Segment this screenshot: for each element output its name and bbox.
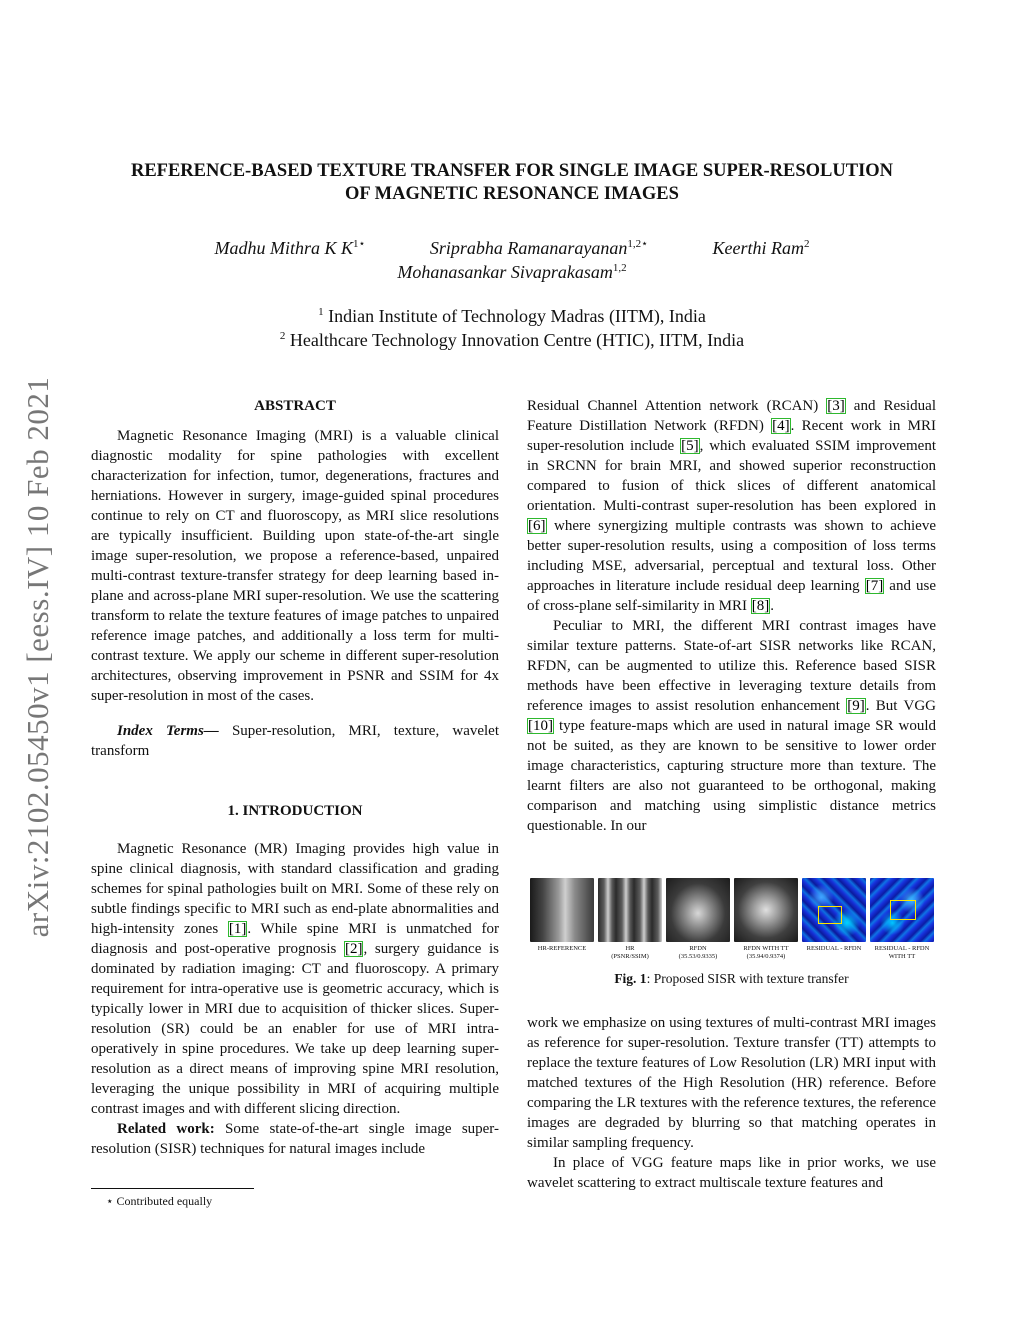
body-text: and Residual Feature Distillation Network (RFDN) — [527, 398, 936, 434]
wavelet-paragraph: In place of VGG feature maps like in prior works, we use wavelet scattering to extract multiscale texture features and — [527, 1155, 936, 1191]
title-line-2: OF MAGNETIC RESONANCE IMAGES — [345, 184, 679, 204]
author-name: Sriprabha Ramanarayanan — [429, 238, 628, 258]
body-text: . Recent work in MRI super-resolution include — [527, 418, 937, 454]
panel-label: RESIDUAL - RFDN — [806, 945, 862, 952]
figure-1-caption — [527, 971, 936, 987]
residual-rfdn-tt-image — [870, 878, 934, 942]
footnote: ⋆ Contributed equally — [106, 1194, 213, 1208]
body-text: . — [770, 598, 774, 614]
index-terms-label: Index Terms— — [117, 723, 219, 739]
figure-1-panel-labels — [530, 945, 934, 961]
body-text: type feature-maps which are used in natural image SR would not be suited, as they are known to be sensitive to lower order image characteristics, capturing structure more than texture. The learnt filters are also not guaranteed to be orthogonal, making comparison and matching using simplistic distance metrics questionable. In our — [527, 718, 936, 834]
citation-link[interactable]: [6] — [528, 518, 546, 534]
intro-paragraph — [91, 839, 499, 1119]
figure-caption-text: : Proposed SISR with texture transfer — [646, 971, 849, 986]
abstract-section — [91, 396, 499, 761]
author-name: Madhu Mithra K K — [214, 238, 353, 258]
affil-num: 2 — [279, 330, 286, 342]
author-affil-sup: 1⋆ — [352, 238, 366, 250]
citation-link[interactable]: [3] — [827, 398, 845, 414]
citation-link[interactable]: [5] — [681, 438, 699, 454]
arxiv-id: arXiv:2102.05450v1 [eess.IV] 10 Feb 2021 — [20, 376, 55, 938]
body-text: , which evaluated SSIM improvement in SRCNN for brain MRI, and showed superior reconstruction compared to fusion of thick slices of different anatomical orientation. Multi-contrast super-resolution has been explored in — [527, 438, 936, 514]
citation-link[interactable]: [9] — [847, 698, 865, 714]
author-name: Keerthi Ram — [712, 238, 805, 258]
citation-link[interactable]: [1] — [228, 921, 247, 937]
index-terms — [91, 721, 499, 761]
zoom-box — [890, 900, 916, 920]
affil-num: 1 — [318, 306, 324, 318]
texture-transfer-paragraph: work we emphasize on using textures of multi-contrast MRI images as reference for super-resolution. Texture transfer (TT) attempts to replace the texture features of Low Resolution (LR) MRI input with matched textures of the High Resolution (HR) reference. Before comparing the LR textures with the reference textures, the reference images are degraded by blurring so that matching operates in similar sampling frequency. — [527, 1015, 936, 1151]
figure-1-images — [530, 878, 934, 942]
author-affil-sup: 1,2 — [612, 262, 627, 274]
right-column-top — [527, 396, 936, 836]
intro-text: , surgery guidance is dominated by radiation imaging: CT and fluoroscopy. A primary requirement for intra-operative use is geometric accuracy, which is typically lower in MRI due to acquisition of thicker slices. Super-resolution (SR) could be an enabler for use of MRI intra-operatively in spine procedures. We take up deep learning super-resolution as a direct means of improving spine MRI resolution, leveraging the unique possibility in MRI of acquiring multiple contrast images and with different slicing direction. — [91, 941, 499, 1117]
body-text: where synergizing multiple contrasts was shown to achieve better super-resolution results, using a composition of loss terms including MSE, adversarial, perceptual and textural loss. Other approaches in literature include residual deep learning — [527, 518, 936, 594]
citation-link[interactable]: [2] — [344, 941, 363, 957]
body-text: and use of cross-plane self-similarity in MRI — [527, 578, 937, 614]
affil-text: Healthcare Technology Innovation Centre (HTIC), IITM, India — [285, 330, 745, 350]
footnote-rule — [91, 1188, 254, 1189]
hr-image — [598, 878, 662, 942]
right-column-bottom — [527, 1013, 936, 1193]
author-affil-sup: 2 — [804, 238, 810, 250]
body-text: . But VGG — [865, 698, 936, 714]
abstract-heading: ABSTRACT — [254, 398, 336, 414]
index-terms-text: Super-resolution, MRI, texture, wavelet transform — [91, 723, 500, 759]
panel-label: RFDN WITH TT (35.94/0.9374) — [743, 945, 789, 960]
introduction-section — [91, 801, 499, 1159]
citation-link[interactable]: [4] — [772, 418, 790, 434]
author-affil-sup: 1,2⋆ — [627, 238, 649, 250]
residual-rfdn-image — [802, 878, 866, 942]
panel-label: HR-REFERENCE — [537, 945, 587, 952]
related-work-text: Some state-of-the-art single image super-resolution (SISR) techniques for natural images include — [91, 1121, 499, 1157]
intro-text: . While spine MRI is unmatched for diagnosis and post-operative prognosis — [91, 921, 499, 957]
related-work-paragraph — [91, 1119, 499, 1159]
intro-heading: 1. INTRODUCTION — [227, 803, 363, 819]
panel-label: RESIDUAL - RFDN WITH TT — [874, 945, 930, 960]
affiliations — [80, 304, 944, 352]
title-line-1: REFERENCE-BASED TEXTURE TRANSFER FOR SINGLE IMAGE SUPER-RESOLUTION — [130, 161, 894, 181]
zoom-box — [818, 906, 842, 924]
rfdn-tt-image — [734, 878, 798, 942]
citation-link[interactable]: [8] — [751, 598, 770, 614]
panel-label: HR (PSNR/SSIM) — [611, 945, 649, 960]
arxiv-stamp — [8, 352, 68, 962]
citation-link[interactable]: [10] — [528, 718, 553, 734]
citation-link[interactable]: [7] — [865, 578, 884, 594]
body-text: Residual Channel Attention network (RCAN) — [527, 398, 827, 414]
related-work-continued — [527, 396, 936, 616]
author-name: Mohanasankar Sivaprakasam — [397, 262, 613, 282]
body-text: Peculiar to MRI, the different MRI contrast images have similar texture patterns. State-of-art SISR networks like RCAN, RFDN, can be augmented to utilize this. Reference based SISR methods have been effective in leveraging texture details from reference images to assist resolution enhancement — [527, 618, 936, 714]
paper-title — [80, 160, 944, 206]
abstract-text: Magnetic Resonance Imaging (MRI) is a valuable clinical diagnostic modality for spine pathologies with excellent characterization for infection, tumor, degenerations, fractures and herniations. However in surgery, image-guided spinal procedures continue to rely on CT and fluoroscopy, as MRI slice resolutions are typically insufficient. Building upon state-of-the-art single image super-resolution, we propose a reference-based, unpaired multi-contrast texture-transfer strategy for deep learning based in-plane and across-plane MRI super-resolution. We use the scattering transform to relate the texture features of image patches to unpaired reference image patches, and additionally a loss term for multi-contrast texture. We apply our scheme in different super-resolution architectures, observing improvement in PSNR and SSIM for 4x super-resolution in most of the cases. — [91, 428, 499, 704]
intro-text: Magnetic Resonance (MR) Imaging provides high value in spine clinical diagnosis, with standard classification and grading schemes for spinal pathologies built on MRI. Some of these rely on subtle findings specific to MRI such as end-plate abnormalities and high-intensity zones — [91, 841, 499, 937]
panel-label: RFDN (35.53/0.9335) — [678, 945, 718, 960]
hr-reference-image — [530, 878, 594, 942]
related-work-label: Related work: — [117, 1121, 215, 1137]
author-list — [80, 236, 944, 284]
figure-label: Fig. 1 — [614, 971, 647, 986]
rfdn-image — [666, 878, 730, 942]
mri-texture-paragraph — [527, 616, 936, 836]
affil-text: Indian Institute of Technology Madras (IITM), India — [323, 306, 706, 326]
